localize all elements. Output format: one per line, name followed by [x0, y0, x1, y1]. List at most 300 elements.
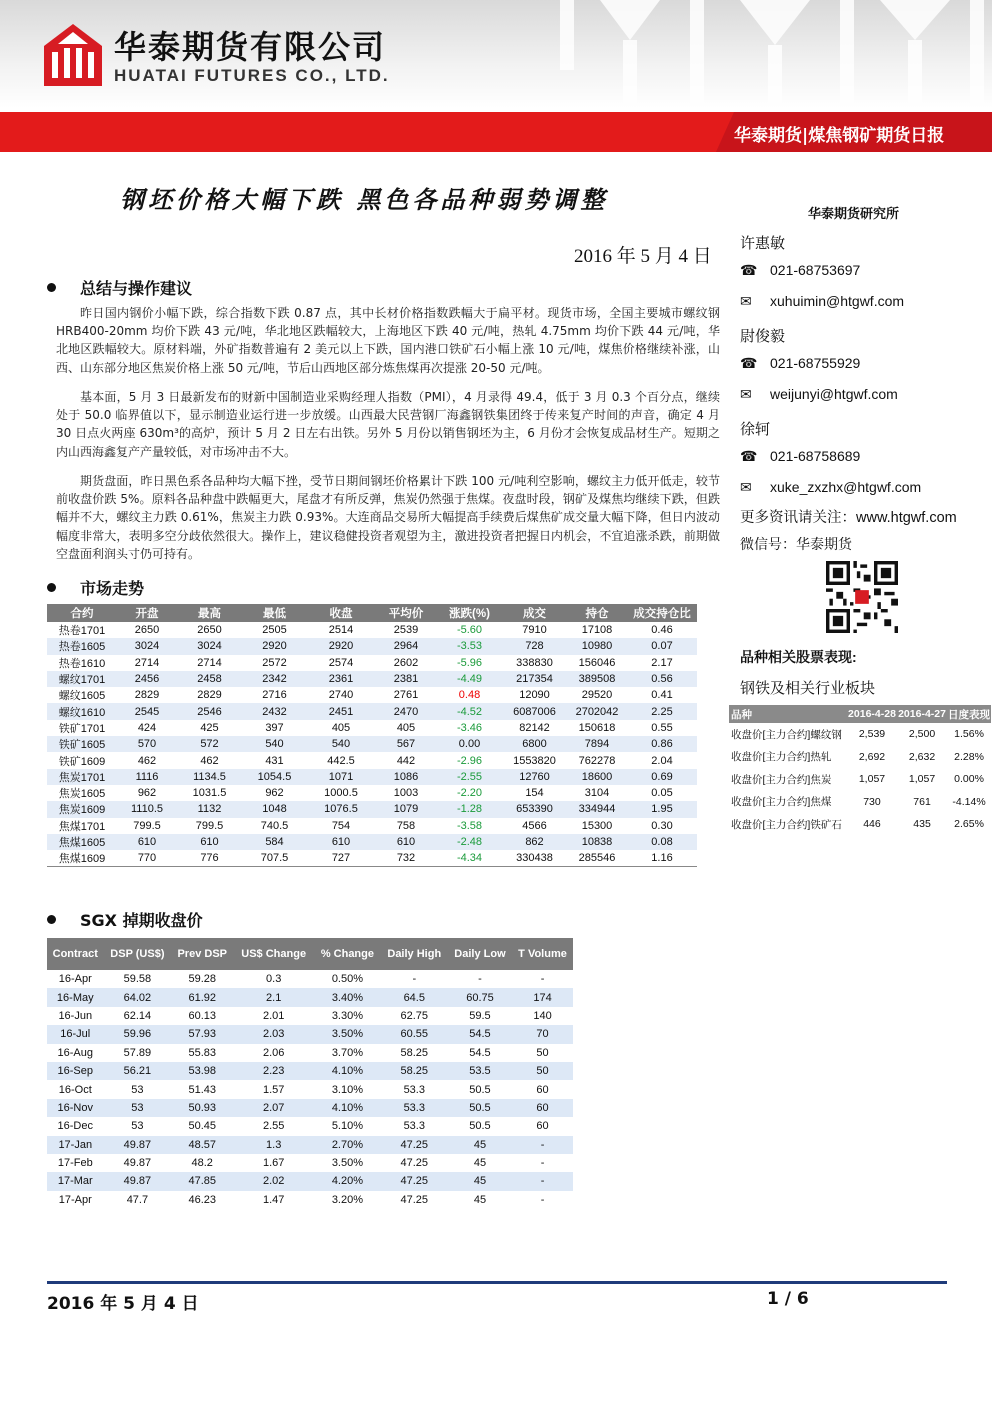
table-cell: 18600 [567, 769, 627, 785]
envelope-icon: ✉ [740, 479, 752, 495]
analyst-email-row [740, 386, 898, 403]
table-row [729, 813, 991, 836]
table-cell: 728 [502, 638, 567, 654]
table-cell: 424 [137, 721, 157, 734]
table-cell: 热卷1610 [58, 657, 106, 670]
table-cell: 1.3 [233, 1136, 314, 1154]
table-cell: 2714 [197, 656, 222, 669]
table-cell: 540 [242, 736, 307, 752]
table-cell: -2.55 [437, 769, 502, 785]
table-cell: 4.10% [314, 1099, 380, 1117]
table-cell: 2714 [134, 656, 160, 669]
table-cell: 610 [117, 834, 177, 850]
table-cell: 4.20% [314, 1172, 380, 1190]
table-cell: 59.96 [104, 1025, 172, 1043]
section-heading [47, 576, 144, 599]
table-cell: 0.00 [437, 736, 502, 752]
table-row [47, 1080, 573, 1098]
table-cell: 50.5 [469, 1083, 491, 1096]
table-cell: 收盘价[主力合约]铁矿石 [731, 818, 842, 831]
table-cell: 53.3 [403, 1083, 425, 1096]
table-cell: -3.58 [456, 819, 483, 832]
table-cell: 1116 [117, 769, 177, 785]
table-cell: 776 [177, 850, 242, 867]
table-cell: 0.56 [627, 671, 697, 687]
table-cell: 59.5 [469, 1009, 491, 1022]
analyst-name: 尉俊毅 [740, 328, 786, 345]
table-cell: 610 [307, 834, 375, 850]
column-header: DSP (US$) [104, 938, 172, 970]
table-cell: 2740 [328, 689, 354, 702]
analyst-phone-row [740, 355, 860, 372]
table-cell: 7910 [522, 624, 547, 637]
table-cell: - [512, 1136, 573, 1154]
table-cell: 2.23 [233, 1062, 314, 1080]
table-cell: 570 [117, 736, 177, 752]
table-cell: 54.5 [448, 1025, 512, 1043]
table-cell: 0.30 [651, 819, 673, 832]
table-cell: 53 [104, 1099, 172, 1117]
table-cell: 2829 [134, 689, 160, 702]
table-cell: 60 [536, 1120, 549, 1133]
table-cell: 389508 [567, 671, 627, 687]
table-cell: 217354 [502, 671, 567, 687]
analyst-email[interactable]: xuhuimin@htgwf.com [770, 293, 905, 309]
table-cell: 3.50% [314, 1025, 380, 1043]
table-cell: 螺纹1701 [47, 671, 117, 687]
table-cell: 6087006 [502, 703, 567, 719]
table-cell: 2.70% [314, 1136, 380, 1154]
analyst-phone: 021-68758689 [770, 448, 861, 464]
table-cell: 45 [448, 1172, 512, 1190]
table-cell: 50.93 [171, 1099, 233, 1117]
company-logo [44, 24, 102, 86]
table-row [47, 850, 697, 867]
table-row [47, 703, 697, 719]
table-cell: 2.07 [233, 1099, 314, 1117]
table-cell: 1079 [375, 801, 437, 817]
footer-divider [47, 1281, 947, 1284]
table-cell: 174 [512, 988, 573, 1006]
table-header-row [47, 604, 697, 622]
table-cell: 4566 [522, 819, 547, 832]
table-cell: 653390 [502, 801, 567, 817]
envelope-icon: ✉ [740, 293, 752, 309]
table-cell: 1.95 [627, 801, 697, 817]
table-cell: -5.96 [456, 656, 483, 669]
table-cell: 16-Oct [58, 1083, 92, 1096]
table-row [47, 834, 697, 850]
table-row [47, 655, 697, 671]
table-cell: 17-Feb [57, 1157, 93, 1170]
table-header-row [729, 705, 991, 723]
table-cell: 0.08 [627, 834, 697, 850]
table-cell: 758 [396, 819, 416, 832]
analyst-email[interactable]: weijunyi@htgwf.com [770, 386, 898, 402]
table-cell: 397 [265, 721, 284, 734]
bullet-icon [47, 583, 56, 592]
table-cell: 53.3 [381, 1099, 448, 1117]
table-cell: 焦煤1701 [58, 820, 106, 833]
stocks-heading: 品种相关股票表现: [740, 649, 857, 665]
table-cell: 47.85 [171, 1172, 233, 1190]
table-cell: 3.50% [331, 1157, 364, 1170]
table-cell: 焦炭1701 [47, 769, 117, 785]
table-cell: 1132 [177, 801, 242, 817]
table-cell: 46.23 [188, 1193, 216, 1206]
table-cell: 1.57 [262, 1083, 285, 1096]
table-cell: -4.49 [437, 671, 502, 687]
table-cell: 49.87 [104, 1136, 172, 1154]
table-cell: 2456 [117, 671, 177, 687]
table-cell: 12090 [519, 689, 550, 702]
bullet-icon [47, 915, 56, 924]
table-cell: 收盘价[主力合约]焦炭 [731, 773, 832, 786]
table-cell: 1076.5 [307, 801, 375, 817]
table-cell: 567 [375, 736, 437, 752]
table-cell: 58.25 [381, 1062, 448, 1080]
paragraph: 昨日国内钢价小幅下跌，综合指数下跌 0.87 点，其中长材价格指数跌幅大于扁平材。现货市场，全国主要城市螺纹钢 HRB400-20mm 均价下跌 43 元/吨，华北地区跌幅较大，上海地区下跌 40 元/吨，热轧 4.75mm 均价下跌 44 元/吨，华北地区跌幅较大。原材料端，外矿指数普遍有 2 美元以上下跌，国内港口铁矿石小幅上涨 10 元/吨，煤焦价格继续补涨，山西、山东部分地区焦炭价格上涨 50 元/吨，节后山西地区部分炼焦煤再次提涨 20-50 元/吨。 [56, 306, 720, 375]
table-cell: 6800 [502, 736, 567, 752]
table-row [729, 768, 991, 791]
table-cell: 2545 [117, 703, 177, 719]
table-cell: 3.70% [331, 1046, 364, 1059]
table-cell: 2.03 [233, 1025, 314, 1043]
table-cell: 16-Sep [47, 1062, 104, 1080]
table-cell: 53.5 [448, 1062, 512, 1080]
table-cell: 16-Aug [57, 1046, 93, 1059]
table-cell: 730 [863, 795, 881, 808]
company-name-cn: 华泰期货有限公司 [114, 28, 387, 66]
table-cell: 2.28% [954, 750, 984, 763]
table-row [47, 1136, 573, 1154]
table-cell: 12760 [502, 769, 567, 785]
table-row [47, 818, 697, 834]
table-cell: 3.30% [331, 1009, 364, 1022]
table-cell: 50 [536, 1046, 549, 1059]
table-cell: 2539 [393, 624, 419, 637]
envelope-icon: ✉ [740, 386, 752, 402]
table-cell: 82142 [519, 721, 550, 734]
table-cell: 60.75 [448, 988, 512, 1006]
table-cell: 70 [512, 1025, 573, 1043]
table-cell: 53 [131, 1083, 144, 1096]
table-cell: 3024 [177, 638, 242, 654]
table-cell: 58.25 [400, 1046, 429, 1059]
table-cell: 1553820 [513, 754, 556, 767]
column-header: US$ Change [233, 938, 314, 970]
table-cell: 5.10% [331, 1120, 364, 1133]
table-cell: -2.96 [456, 754, 483, 767]
table-cell: 2920 [242, 638, 307, 654]
table-cell: 16-Dec [57, 1120, 93, 1133]
table-cell: 0.86 [627, 736, 697, 752]
table-cell: 0.41 [651, 689, 673, 702]
column-header: 日度表现 [947, 705, 991, 723]
table-cell: 2451 [307, 703, 375, 719]
column-header: 合约 [47, 604, 117, 622]
table-cell: 431 [265, 754, 284, 767]
table-cell: 0.48 [458, 689, 481, 702]
table-cell: 0.3 [266, 973, 282, 986]
table-cell: 2964 [375, 638, 437, 654]
analyst-phone: 021-68755929 [770, 355, 861, 371]
section-heading [47, 276, 192, 299]
table-cell: 2574 [328, 656, 354, 669]
table-cell: 2470 [375, 703, 437, 719]
table-cell: 435 [913, 818, 931, 831]
paragraph: 基本面，5 月 3 日最新发布的财新中国制造业采购经理人指数（PMI），4 月录得 49.4，低于 3 月 0.3 个百分点，继续处于 50.0 临界值以下，显示制造业运行进一步放缓。山西最大民营钢厂海鑫钢铁集团终于传来复产时间的声音，确定 4 月 30 日点火两座 630m³的高炉，预计 5 月 2 日左右出铁。另外 5 月份以销售钢坯为主，6 月份才会恢复成品材生产。短期之内山西海鑫复产产量较低，对市场冲击不大。 [56, 390, 720, 459]
qr-code [826, 561, 898, 633]
table-cell: 64.02 [104, 988, 172, 1006]
table-cell: 727 [307, 850, 375, 867]
table-cell: 60 [536, 1083, 549, 1096]
table-cell: -5.60 [456, 624, 483, 637]
table-cell: 2361 [307, 671, 375, 687]
table-cell: 10838 [567, 834, 627, 850]
table-cell: 0.55 [651, 721, 673, 734]
table-cell: 47.25 [381, 1136, 448, 1154]
table-cell: 150618 [578, 721, 616, 734]
table-cell: 962 [265, 787, 284, 800]
table-row [47, 1062, 573, 1080]
table-cell: 2650 [197, 624, 222, 637]
table-cell: 1110.5 [117, 801, 177, 817]
table-cell: 热卷1701 [58, 625, 106, 638]
analyst-name: 许惠敏 [740, 235, 786, 252]
table-cell: 53.98 [171, 1062, 233, 1080]
table-row [47, 1172, 573, 1190]
table-cell: 17-Jan [47, 1136, 104, 1154]
table-cell: 762278 [578, 754, 616, 767]
table-cell: 16-Apr [58, 973, 92, 986]
table-cell: 754 [331, 819, 351, 832]
table-cell: - [512, 1172, 573, 1190]
table-row [47, 736, 697, 752]
column-header: Daily Low [448, 938, 512, 970]
table-cell: 64.5 [381, 988, 448, 1006]
table-cell: 2.02 [233, 1172, 314, 1190]
table-cell: 0.05 [651, 787, 673, 800]
table-cell: 2546 [177, 703, 242, 719]
column-header: Prev DSP [171, 938, 233, 970]
phone-icon: ☎ [740, 355, 758, 371]
table-row [47, 1025, 573, 1043]
table-cell: 55.83 [188, 1046, 216, 1059]
table-cell: 1071 [307, 769, 375, 785]
table-cell: 1.56% [954, 728, 984, 741]
footer-date: 2016 年 5 月 4 日 [47, 1294, 199, 1314]
table-cell: -2.48 [437, 834, 502, 850]
table-cell: 1134.5 [177, 769, 242, 785]
analyst-email-row [740, 479, 921, 496]
table-cell: 螺纹1610 [47, 703, 117, 719]
table-cell: 156046 [578, 656, 616, 669]
table-cell: 53 [131, 1120, 144, 1133]
table-cell: 962 [137, 787, 157, 800]
table-cell: 49.87 [104, 1172, 172, 1190]
table-cell: 540 [307, 736, 375, 752]
company-name-en: HUATAI FUTURES CO., LTD. [114, 66, 390, 85]
table-cell: 60 [512, 1099, 573, 1117]
table-cell: 1000.5 [324, 787, 358, 800]
table-cell: 3024 [117, 638, 177, 654]
table-cell: 铁矿1605 [47, 736, 117, 752]
table-cell: 572 [177, 736, 242, 752]
table-cell: - [478, 973, 482, 986]
table-cell: 3.10% [331, 1083, 364, 1096]
table-cell: 2.06 [262, 1046, 285, 1059]
table-cell: 17108 [581, 624, 613, 637]
table-cell: 54.5 [469, 1046, 491, 1059]
analyst-phone-row [740, 448, 860, 465]
table-cell: 334944 [567, 801, 627, 817]
table-cell: 707.5 [242, 850, 307, 867]
table-cell: 1,057 [908, 773, 936, 786]
table-cell: -4.52 [437, 703, 502, 719]
table-cell: - [540, 1193, 545, 1206]
table-cell: 1086 [375, 769, 437, 785]
table-cell: 2432 [242, 703, 307, 719]
column-header: 涨跌(%) [437, 604, 502, 622]
table-cell: 862 [502, 834, 567, 850]
table-cell: 47.25 [400, 1157, 429, 1170]
table-cell: 1003 [393, 787, 419, 800]
table-cell: 59.58 [123, 973, 152, 986]
table-cell: 47.25 [381, 1172, 448, 1190]
table-row [47, 720, 697, 736]
column-header: 收盘 [307, 604, 375, 622]
analyst-email[interactable]: xuke_zxzhx@htgwf.com [770, 479, 922, 495]
table-row [47, 988, 573, 1006]
table-cell: 60.55 [381, 1025, 448, 1043]
column-header: 成交 [502, 604, 567, 622]
table-cell: 焦煤1609 [47, 850, 117, 867]
table-cell: 3104 [584, 787, 610, 800]
report-date: 2016 年 5 月 4 日 [574, 246, 712, 267]
table-cell: 47.25 [400, 1193, 429, 1206]
table-row [729, 791, 991, 814]
table-cell: 1031.5 [192, 787, 227, 800]
table-header-row [47, 938, 573, 970]
column-header: Daily High [381, 938, 448, 970]
table-cell: - [412, 973, 417, 986]
table-row [47, 752, 697, 768]
table-cell: 0.00% [954, 773, 984, 786]
table-cell: 2716 [262, 689, 287, 702]
table-cell: 57.93 [171, 1025, 233, 1043]
table-cell: 2.55 [262, 1120, 285, 1133]
table-cell: 50.5 [469, 1120, 491, 1133]
section-heading [47, 908, 203, 931]
table-cell: 16-Jul [47, 1025, 104, 1043]
table-cell: 610 [375, 834, 437, 850]
table-cell: 446 [863, 818, 881, 831]
table-cell: -4.14% [952, 795, 986, 808]
table-cell: -4.34 [437, 850, 502, 867]
table-cell: 57.89 [123, 1046, 152, 1059]
market-table [47, 604, 697, 867]
table-cell: 48.2 [191, 1157, 213, 1170]
table-cell: 584 [242, 834, 307, 850]
table-cell: 50.45 [188, 1120, 216, 1133]
column-header: 持仓 [567, 604, 627, 622]
table-cell: 761 [913, 795, 931, 808]
table-row [47, 769, 697, 785]
table-cell: 56.21 [104, 1062, 172, 1080]
column-header: T Volume [512, 938, 573, 970]
table-cell: 462 [137, 754, 157, 767]
table-cell: 770 [117, 850, 177, 867]
table-cell: 2572 [262, 656, 287, 669]
sgx-table [47, 938, 573, 1209]
table-row [47, 1191, 573, 1209]
table-cell: 1,057 [858, 773, 886, 786]
table-cell: -3.53 [437, 638, 502, 654]
table-cell: 1054.5 [242, 769, 307, 785]
table-cell: 62.14 [123, 1009, 152, 1022]
table-row [729, 746, 991, 769]
table-cell: -3.46 [456, 721, 483, 734]
table-row [47, 1007, 573, 1025]
table-cell: 330438 [502, 850, 567, 867]
table-cell: 15300 [581, 819, 613, 832]
table-cell: -1.28 [437, 801, 502, 817]
table-cell: 2.1 [233, 988, 314, 1006]
analyst-phone-row [740, 262, 860, 279]
table-cell: 799.5 [195, 819, 224, 832]
table-cell: 铁矿1609 [58, 755, 106, 768]
table-cell: 2.01 [262, 1009, 285, 1022]
table-cell: 2,500 [908, 728, 936, 741]
table-cell: 61.92 [171, 988, 233, 1006]
column-header: 最低 [242, 604, 307, 622]
table-cell: 16-Nov [47, 1099, 104, 1117]
header-decoration [540, 0, 992, 108]
more-info-link[interactable]: 更多资讯请关注：www.htgwf.com [740, 510, 957, 526]
table-cell: 收盘价[主力合约]热轧 [731, 751, 832, 764]
table-cell: 17-Apr [58, 1193, 92, 1206]
table-cell: 405 [331, 721, 351, 734]
table-cell: 2,539 [858, 728, 886, 741]
table-cell: 154 [525, 787, 544, 800]
table-cell: 740.5 [260, 819, 289, 832]
table-cell: 1048 [242, 801, 307, 817]
column-header: 最高 [177, 604, 242, 622]
table-row [47, 671, 697, 687]
table-cell: 热卷1605 [47, 638, 117, 654]
table-cell: 1.67 [262, 1157, 285, 1170]
table-row [47, 1044, 573, 1062]
table-cell: 48.57 [171, 1136, 233, 1154]
column-header: 品种 [729, 705, 847, 723]
column-header: 成交持仓比 [627, 604, 697, 622]
table-row [47, 785, 697, 801]
table-cell: 285546 [567, 850, 627, 867]
table-cell: 1.16 [627, 850, 697, 867]
table-cell: 2650 [134, 624, 160, 637]
table-cell: 16-Jun [58, 1009, 93, 1022]
table-cell: 732 [375, 850, 437, 867]
table-cell: 338830 [516, 656, 553, 669]
table-row [47, 1099, 573, 1117]
column-header: 开盘 [117, 604, 177, 622]
table-cell: 0.50% [331, 973, 364, 986]
table-cell: 2.25 [627, 703, 697, 719]
table-cell: 2514 [328, 624, 354, 637]
table-row [47, 1154, 573, 1172]
table-cell: 10980 [567, 638, 627, 654]
